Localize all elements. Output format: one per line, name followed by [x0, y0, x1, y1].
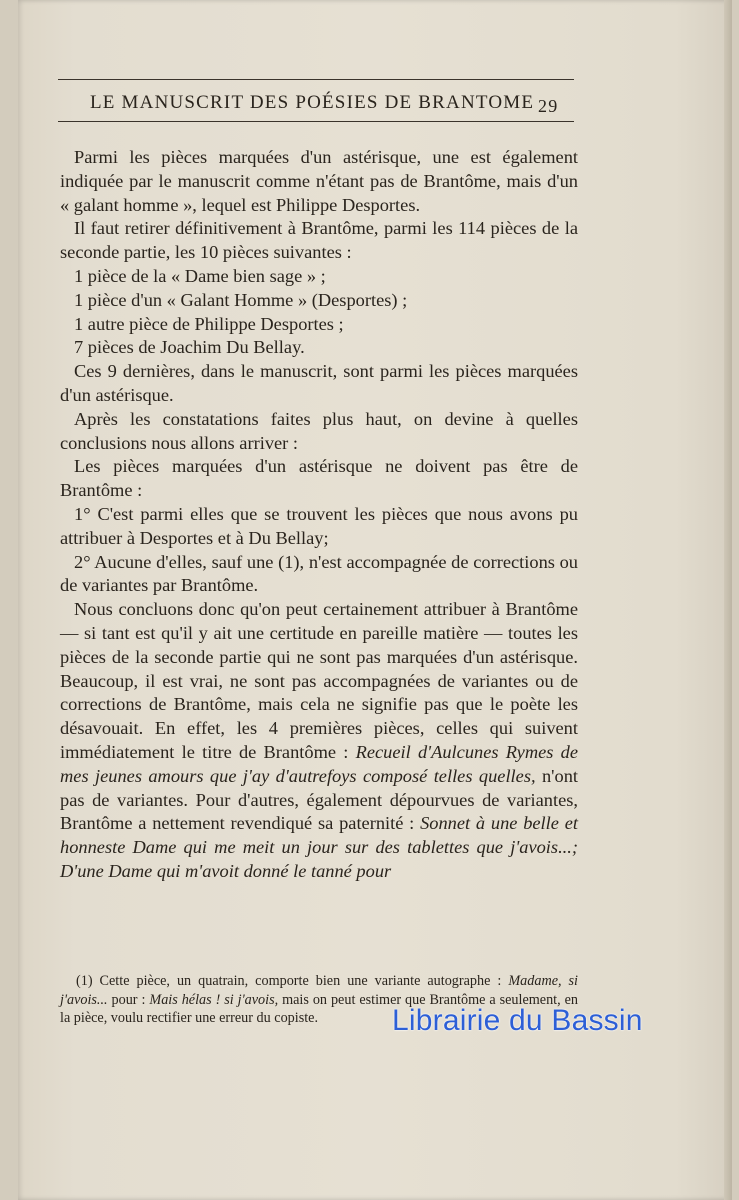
text-run: pour :	[107, 991, 150, 1008]
italic-title: Sonnet à une belle et honneste Dame qui me meit un jour sur des tablettes que j'avois...; D'une Dame qui m'avoit donné le tanné pour	[60, 813, 578, 881]
paragraph: Après les constatations faites plus haut, on devine à quelles conclusions nous allons arriver :	[60, 408, 578, 453]
italic-title: Recueil d'Aulcunes Rymes de mes jeunes amours que j'ay d'autrefoys composé telles quelles,	[60, 741, 578, 786]
paragraph: 1° C'est parmi elles que se trouvent les pièces que nous avons pu attribuer à Desportes et à Du Bellay;	[60, 503, 578, 548]
text-run: Nous concluons donc qu'on peut certainement attribuer à Brantôme — si tant est qu'il y ait une certitude en pareille matière — toutes les pièces de la seconde partie qui ne sont pas marquées d'un astérisque. Beaucoup, il est vrai, ne sont pas accompagnées de variantes ou de corrections de Brantôme, mais cela ne signifie pas que le poète les désavouait. En effet, les 4 premières pièces, celles qui suivent immédiatement le titre de Brantôme :	[60, 599, 578, 762]
list-item: 7 pièces de Joachim Du Bellay.	[74, 337, 305, 358]
list-item: 1 pièce d'un « Galant Homme » (Desportes) ;	[74, 289, 408, 310]
page-number: 29	[538, 96, 559, 116]
page-edge	[724, 0, 732, 1200]
paragraph: Parmi les pièces marquées d'un astérisque, une est également indiquée par le manuscrit comme n'étant pas de Brantôme, mais d'un « galant homme », lequel est Philippe Desportes.	[60, 147, 578, 215]
header-rule-bottom	[58, 121, 574, 122]
list-item: 1 autre pièce de Philippe Desportes ;	[74, 313, 344, 334]
body-text	[60, 146, 578, 884]
paragraph: Ces 9 dernières, dans le manuscrit, sont parmi les pièces marquées d'un astérisque.	[60, 361, 578, 405]
italic-quote: Mais hélas ! si j'avois,	[149, 991, 279, 1008]
text-run: n'ont pas de variantes. Pour d'autres, également dépourvues de variantes, Brantôme a nettement revendiqué sa paternité :	[60, 765, 578, 834]
text-run: (1) Cette pièce, un quatrain, comporte bien une variante autographe :	[76, 973, 509, 989]
running-title: LE MANUSCRIT DES POÉSIES DE BRANTOME	[90, 92, 535, 113]
paragraph: Les pièces marquées d'un astérisque ne doivent pas être de Brantôme :	[60, 456, 578, 501]
header-rule-top	[58, 79, 574, 80]
paragraph: 2° Aucune d'elles, sauf une (1), n'est accompagnée de corrections ou de variantes par Brantôme.	[60, 551, 578, 596]
watermark: Librairie du Bassin	[392, 1004, 643, 1037]
italic-quote: Madame, si j'avois...	[60, 973, 578, 1008]
paragraph	[60, 598, 578, 884]
running-header	[62, 88, 582, 118]
text-run: mais on peut estimer que Brantôme a seulement, en la pièce, voulu rectifier une erreur du copiste.	[60, 991, 579, 1027]
list-item: 1 pièce de la « Dame bien sage » ;	[74, 265, 326, 286]
paragraph: Il faut retirer définitivement à Brantôme, parmi les 114 pièces de la seconde partie, les 10 pièces suivantes :	[60, 218, 578, 263]
